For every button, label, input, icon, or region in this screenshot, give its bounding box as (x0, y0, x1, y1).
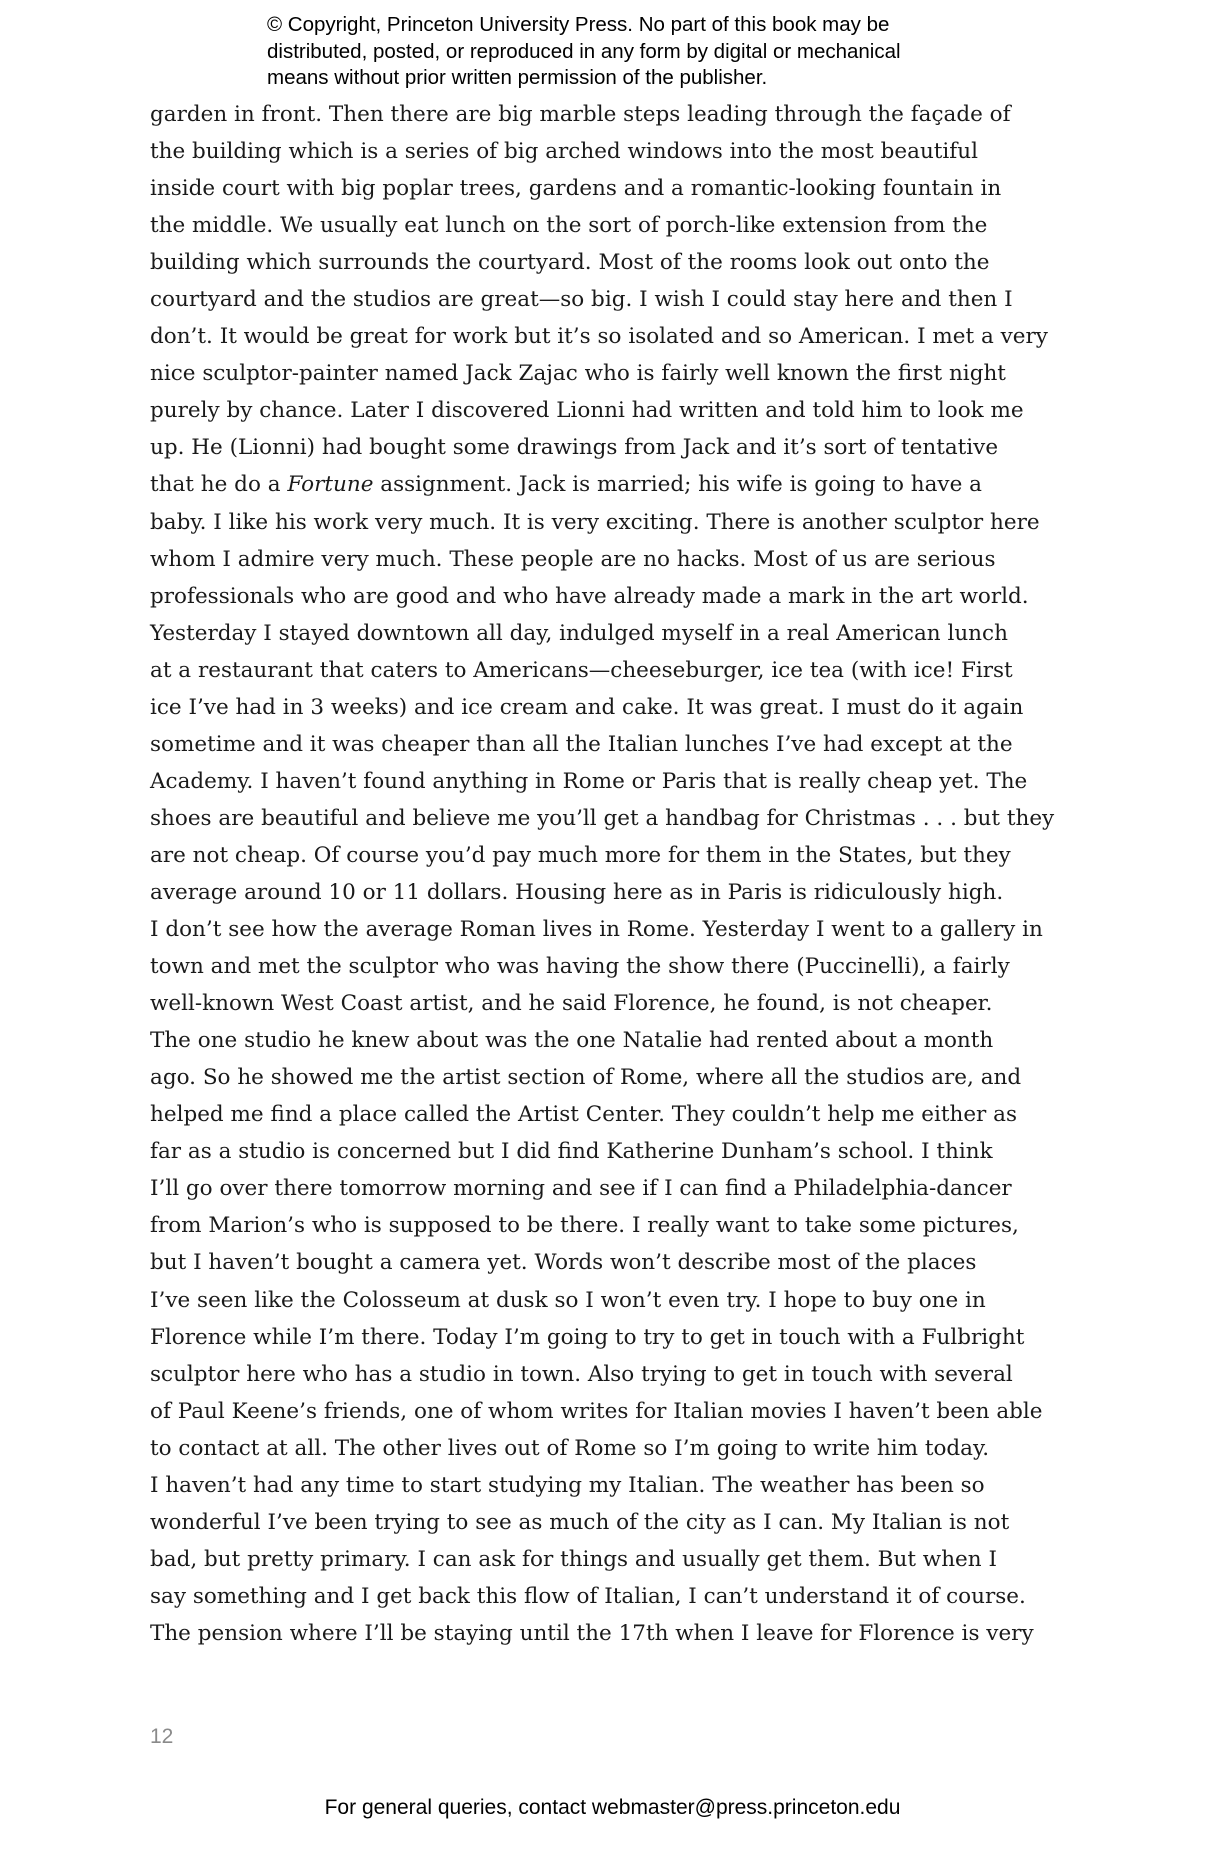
text-line: I’ll go over there tomorrow morning and see if I can find a Philadelphia-dancer (150, 1176, 1012, 1202)
text-line: at a restaurant that caters to Americans—cheeseburger, ice tea (with ice! First (150, 657, 1013, 683)
italic-title: Fortune (287, 472, 374, 498)
text-line: up. He (Lionni) had bought some drawings from Jack and it’s sort of tentative (150, 435, 999, 461)
text-line: purely by chance. Later I discovered Lionni had written and told him to look me (150, 398, 1024, 424)
text-line: I don’t see how the average Roman lives in Rome. Yesterday I went to a gallery in (150, 917, 1043, 943)
text-line: nice sculptor-painter named Jack Zajac who is fairly well known the first night (150, 361, 1006, 387)
text-line: from Marion’s who is supposed to be there. I really want to take some pictures, (150, 1213, 1019, 1239)
text-line: shoes are beautiful and believe me you’ll get a handbag for Christmas . . . but they (150, 805, 1055, 831)
text-line: say something and I get back this flow of Italian, I can’t understand it of course. (150, 1583, 1026, 1609)
text-segment: that he do a (150, 472, 288, 498)
text-line: bad, but pretty primary. I can ask for things and usually get them. But when I (150, 1546, 997, 1572)
text-line: building which surrounds the courtyard. Most of the rooms look out onto the (150, 250, 990, 276)
text-line: garden in front. Then there are big marble steps leading through the façade of (150, 102, 1011, 127)
text-line: I’ve seen like the Colosseum at dusk so I won’t even try. I hope to buy one in (150, 1287, 986, 1313)
text-line: don’t. It would be great for work but it’s so isolated and so American. I met a very (150, 324, 1048, 350)
text-line: ago. So he showed me the artist section of Rome, where all the studios are, and (150, 1065, 1022, 1091)
text-line: wonderful I’ve been trying to see as much of the city as I can. My Italian is not (150, 1509, 1010, 1535)
text-line: average around 10 or 11 dollars. Housing here as in Paris is ridiculously high. (150, 879, 1004, 905)
text-line (150, 466, 1070, 503)
text-line: are not cheap. Of course you’d pay much more for them in the States, but they (150, 842, 1011, 868)
text-line: the middle. We usually eat lunch on the sort of porch-like extension from the (150, 213, 988, 239)
text-line: inside court with big poplar trees, gardens and a romantic-looking fountain in (150, 176, 1002, 202)
text-line: The pension where I’ll be staying until the 17th when I leave for Florence is very (150, 1620, 1034, 1646)
text-line: the building which is a series of big arched windows into the most beautiful (150, 139, 978, 165)
text-line: sometime and it was cheaper than all the Italian lunches I’ve had except at the (150, 731, 1013, 757)
text-line: ice I’ve had in 3 weeks) and ice cream and cake. It was great. I must do it again (150, 694, 1024, 720)
text-line: helped me find a place called the Artist Center. They couldn’t help me either as (150, 1102, 1018, 1128)
copyright-line: distributed, posted, or reproduced in any form by digital or mechanical (267, 39, 901, 63)
copyright-notice (267, 12, 1027, 92)
text-line: of Paul Keene’s friends, one of whom writes for Italian movies I haven’t been able (150, 1398, 1043, 1424)
text-line: The one studio he knew about was the one Natalie had rented about a month (150, 1028, 994, 1054)
text-line: professionals who are good and who have already made a mark in the art world. (150, 583, 1029, 609)
text-line: far as a studio is concerned but I did find Katherine Dunham’s school. I think (150, 1139, 993, 1165)
text-line: courtyard and the studios are great—so big. I wish I could stay here and then I (150, 287, 1013, 313)
page-number: 12 (150, 1725, 174, 1748)
text-line: baby. I like his work very much. It is very exciting. There is another sculptor here (150, 509, 1040, 535)
text-line: well-known West Coast artist, and he said Florence, he found, is not cheaper. (150, 991, 993, 1017)
text-line: Florence while I’m there. Today I’m going to try to get in touch with a Fulbright (150, 1324, 1025, 1350)
copyright-line: © Copyright, Princeton University Press. No part of this book may be (267, 13, 890, 36)
text-line: Yesterday I stayed downtown all day, indulged myself in a real American lunch (150, 620, 1008, 646)
text-line: to contact at all. The other lives out of Rome so I’m going to write him today. (150, 1435, 990, 1461)
text-line: but I haven’t bought a camera yet. Words won’t describe most of the places (150, 1250, 977, 1276)
footer-contact: For general queries, contact webmaster@press.princeton.edu (324, 1796, 901, 1819)
text-line: Academy. I haven’t found anything in Rome or Paris that is really cheap yet. The (150, 768, 1028, 794)
body-text (150, 96, 1070, 1652)
text-line: sculptor here who has a studio in town. Also trying to get in touch with several (150, 1361, 1013, 1387)
text-line: whom I admire very much. These people are no hacks. Most of us are serious (150, 546, 996, 572)
copyright-line: means without prior written permission of the publisher. (267, 66, 768, 89)
text-line: town and met the sculptor who was having the show there (Puccinelli), a fairly (150, 954, 1010, 980)
text-line: I haven’t had any time to start studying my Italian. The weather has been so (150, 1472, 985, 1498)
text-segment: assignment. Jack is married; his wife is going to have a (373, 472, 982, 498)
